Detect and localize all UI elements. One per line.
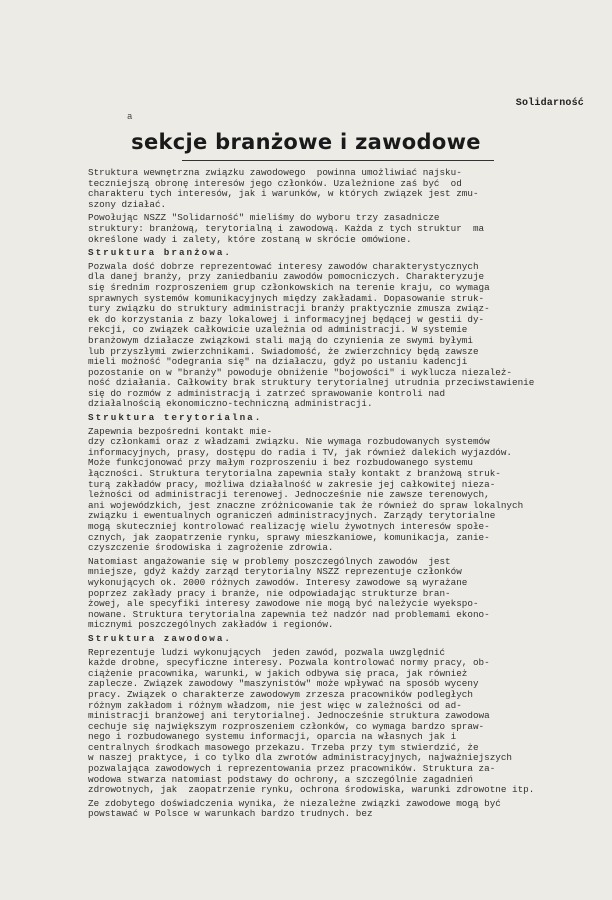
text-line: Zapewnia bezpośredni kontakt mie- bbox=[88, 426, 273, 437]
text-line: się do rozmów z administracją i zatrzeć sprawowanie kontroli nad bbox=[88, 388, 446, 399]
text-line: dla danej branży, przy zaniedbaniu zawodów pomocniczych. Charakteryzuje bbox=[88, 272, 485, 283]
text-line: lub przyszłymi zwierzchnikami. Świadomość, że zwierzchnicy będą zawsze bbox=[88, 346, 479, 357]
text-line: wodowa stwarza natomiast podstawy do ochrony, a szczególnie zagadnień bbox=[88, 774, 473, 785]
text-line: pozwalająca zawodowych i reprezentowania przez pracowników. Struktura za- bbox=[88, 764, 496, 775]
text-line: Powołując NSZZ "Solidarność" mieliśmy do wyboru trzy zasadnicze bbox=[88, 213, 440, 224]
section-heading: Struktura terytorialna. bbox=[88, 413, 263, 424]
text-line: tury związku do struktury administracji branży praktycznie zmusza związ- bbox=[88, 304, 490, 315]
text-line: mogą skuteczniej kontrolować realizację wielu żywotnych interesów społe- bbox=[88, 522, 490, 532]
text-line: cechuje się największym rozproszeniem członków, co wymaga bardzo spraw- bbox=[88, 721, 485, 732]
text-line: ministracji branżowej ani terytorialnej. Jednocześnie struktura zawodowa bbox=[88, 711, 490, 722]
text-line: się średnim rozproszeniem grup członkowskich na terenie kraju, co wymaga bbox=[88, 282, 490, 293]
section-heading: Struktura branżowa. bbox=[88, 248, 233, 259]
text-line: Reprezentuje ludzi wykonujących jeden zawód, pozwala uwzględnić bbox=[88, 647, 446, 658]
document-title: sekcje branżowe i zawodowe bbox=[131, 130, 481, 154]
title-underline bbox=[182, 160, 494, 161]
text-line: ani wojewódzkich, jest znaczne zróżnicowanie tak że również do spraw lokalnych bbox=[88, 500, 524, 511]
text-line: żowej, ale specyfiki interesy zawodowe nie mogą być należycie wyekspo- bbox=[88, 599, 479, 610]
text-line: dzy członkami oraz z władzami związku. Nie wymaga rozbudowanych systemów bbox=[88, 437, 490, 448]
text-line: pozostanie on w "branży" powoduje obniżenie "bojowości" i wyklucza niezależ- bbox=[88, 367, 513, 378]
text-line: określone wady i zalety, które zostaną w skrócie omówione. bbox=[88, 234, 412, 245]
text-line: mieli możność "odegrania się" na działaczu, gdyż po ustaniu kadencji bbox=[88, 357, 468, 368]
text-line: cznych, jak zaopatrzenie rynku, sprawy mieszkaniowe, komunikacja, zanie- bbox=[88, 532, 490, 543]
text-line: branżowym działacze związkowi stali mają do czynienia ze swymi byłymi bbox=[88, 335, 473, 346]
text-line: działalnością ekonomiczno-techniczną administracji. bbox=[88, 399, 373, 410]
text-line: sprawnych systemów komunikacyjnych między zakładami. Dopasowanie struk- bbox=[88, 293, 485, 304]
text-line: powstawać w Polsce w warunkach bardzo trudnych. bez bbox=[88, 809, 373, 820]
text-line: centralnych środkach masowego przekazu. Trzeba przy tym stwierdzić, że bbox=[88, 742, 479, 753]
section-heading: Struktura zawodowa. bbox=[88, 633, 233, 644]
text-line: szony działać. bbox=[88, 199, 167, 210]
text-line: zaplecze. Związek zawodowy "maszynistów" może wpływać na sposób wyceny bbox=[88, 679, 479, 690]
text-line: teczniejszą obronę interesów jego członków. Uzależnione zaś być od bbox=[88, 178, 462, 189]
text-line: Natomiast angażowanie się w problemy poszczególnych zawodów jest bbox=[88, 556, 451, 567]
text-line: wykonujących ok. 2000 różnych zawodów. Interesy zawodowe są wyrażane bbox=[88, 577, 468, 588]
text-line: różnym zakładom i różnym władzom, nie jest więc w zależności od ad- bbox=[88, 700, 462, 711]
text-line: rekcji, co związek całkowicie uzależnia od administracji. W systemie bbox=[88, 325, 468, 336]
text-line: zdrowotnych, jak zaopatrzenie rynku, ochrona środowiska, warunki zdrowotne itp. bbox=[88, 785, 535, 796]
text-line: każde drobne, specyficzne interesy. Pozwala kontrolować normy pracy, ob- bbox=[88, 658, 490, 669]
text-line: łączności. Struktura terytorialna zapewnia stały kontakt z branżową struk- bbox=[88, 469, 501, 480]
text-line: micznymi poszczególnych zakładów i regionów. bbox=[88, 620, 334, 631]
text-line: struktury: branżową, terytorialną i zawodową. Każda z tych struktur ma bbox=[88, 223, 485, 234]
text-line: leżności od administracji terenowej. Jednocześnie nie zawsze terenowych, bbox=[88, 490, 490, 501]
text-line: mniejsze, gdyż każdy zarząd terytorialny NSZZ reprezentuje członków bbox=[88, 567, 462, 578]
page-mark: a bbox=[127, 112, 133, 122]
text-line: związku i ewentualnych ograniczeń administracyjnych. Zarządy terytorialne bbox=[88, 511, 496, 522]
text-line: nego i rozbudowanego systemu informacji, oparcia na własnych jak i bbox=[88, 732, 457, 743]
text-line: czyszczenie środowiska i zagrożenie zdrowia. bbox=[88, 543, 334, 554]
document-body bbox=[88, 168, 574, 820]
text-line: ność działania. Całkowity brak struktury terytorialnej utrudnia przeciwstawienie bbox=[88, 378, 535, 389]
text-line: poprzez zakłady pracy i branże, nie odpowiadając strukturze bran- bbox=[88, 588, 451, 599]
text-line: turą zakładów pracy, możliwa działalność w zakresie jej całkowitej nieza- bbox=[88, 479, 496, 490]
text-line: ek do korzystania z bazy lokalowej i informacyjnej będącej w gestii dy- bbox=[88, 314, 485, 325]
text-line: Pozwala dość dobrze reprezentować interesy zawodów charakterystycznych bbox=[88, 261, 479, 272]
publication-name: Solidarność bbox=[515, 98, 584, 109]
text-line: Ze zdobytego doświadczenia wynika, że niezależne związki zawodowe mogą być bbox=[88, 798, 501, 809]
text-line: Struktura wewnętrzna związku zawodowego powinna umożliwiać najsku- bbox=[88, 168, 462, 178]
text-line: nowane. Struktura terytorialna zapewnia też nadzór nad problemami ekono- bbox=[88, 609, 490, 620]
text-line: pracy. Związek o charakterze zawodowym zrzesza pracowników podległych bbox=[88, 689, 473, 700]
text-line: w naszej praktyce, i co tylko dla zwrotów administracyjnych, najważniejszych bbox=[88, 753, 513, 764]
text-line: ciążenie pracownika, warunki, w jakich odbywa się praca, jak również bbox=[88, 668, 468, 679]
text-line: Może funkcjonować przy małym rozproszeniu i bez rozbudowanego systemu bbox=[88, 458, 473, 469]
text-line: informacyjnych, prasy, dostępu do radia i TV, jak również dalekich wyjazdów. bbox=[88, 447, 513, 458]
text-line: charakteru tych interesów, jak i warunków, w których związek jest zmu- bbox=[88, 189, 479, 200]
